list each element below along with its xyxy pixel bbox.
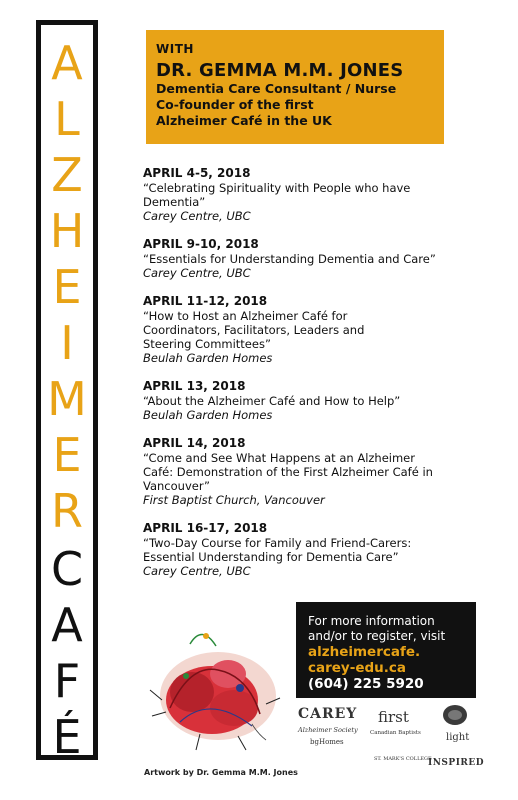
title-letter: F xyxy=(53,654,81,708)
speaker-cofounder-2: Alzheimer Café in the UK xyxy=(156,113,332,128)
sponsor-logos xyxy=(294,704,484,778)
bg-homes-logo: bgHomes xyxy=(310,738,344,746)
info-line-1: For more information xyxy=(308,614,435,628)
title-letter: Z xyxy=(51,148,83,202)
title-letter: M xyxy=(47,372,87,426)
title-letter: A xyxy=(51,36,83,90)
event-location: Beulah Garden Homes xyxy=(143,408,273,422)
light-logo: light xyxy=(446,732,470,743)
event-item xyxy=(143,294,483,365)
event-title: “Two-Day Course for Family and Friend-Carers: xyxy=(143,536,412,550)
website-link-2[interactable]: carey-edu.ca xyxy=(308,660,407,676)
event-date: APRIL 4-5, 2018 xyxy=(143,166,251,180)
event-location: Carey Centre, UBC xyxy=(143,266,251,280)
title-letter: C xyxy=(50,542,84,596)
event-item xyxy=(143,237,483,280)
event-date: APRIL 14, 2018 xyxy=(143,436,246,450)
canadian-baptists-logo: Canadian Baptists xyxy=(370,730,421,736)
event-title: Vancouver” xyxy=(143,479,211,493)
event-item xyxy=(143,166,483,223)
event-title: Coordinators, Facilitators, Leaders and xyxy=(143,323,365,337)
first-baptist-logo: first xyxy=(378,708,409,726)
artwork-image xyxy=(140,604,290,756)
event-title: “Come and See What Happens at an Alzheimer xyxy=(143,451,415,465)
event-title: “How to Host an Alzheimer Café for xyxy=(143,309,348,323)
event-title: “Essentials for Understanding Dementia and Care” xyxy=(143,252,436,266)
event-item xyxy=(143,436,483,507)
with-label: WITH xyxy=(156,42,194,56)
contact-box xyxy=(296,602,476,698)
inspired-logo: INSPIRED xyxy=(428,758,485,768)
event-date: APRIL 13, 2018 xyxy=(143,379,246,393)
event-location: Beulah Garden Homes xyxy=(143,351,273,365)
speaker-name: DR. GEMMA M.M. JONES xyxy=(156,60,404,81)
event-list xyxy=(143,166,483,592)
event-title: “About the Alzheimer Café and How to Help” xyxy=(143,394,401,408)
event-item xyxy=(143,521,483,578)
title-letter: A xyxy=(51,598,83,652)
event-title: Dementia” xyxy=(143,195,206,209)
event-title: Steering Committees” xyxy=(143,337,271,351)
event-item xyxy=(143,379,483,422)
event-location: Carey Centre, UBC xyxy=(143,564,251,578)
artwork-drawing xyxy=(150,633,280,750)
event-title: “Celebrating Spirituality with People who have xyxy=(143,181,411,195)
title-letter: L xyxy=(54,92,80,146)
phone-number: (604) 225 5920 xyxy=(308,676,424,692)
st-marks-logo: ST. MARK'S COLLEGE xyxy=(374,756,432,762)
title-letter: H xyxy=(49,204,85,258)
event-title: Essential Understanding for Dementia Care” xyxy=(143,550,399,564)
title-letter: E xyxy=(52,428,82,482)
artwork-caption: Artwork by Dr. Gemma M.M. Jones xyxy=(144,768,298,777)
event-location: Carey Centre, UBC xyxy=(143,209,251,223)
event-date: APRIL 16-17, 2018 xyxy=(143,521,268,535)
event-location: First Baptist Church, Vancouver xyxy=(143,493,325,507)
event-date: APRIL 9-10, 2018 xyxy=(143,237,259,251)
event-date: APRIL 11-12, 2018 xyxy=(143,294,268,308)
website-link-1[interactable]: alzheimercafe. xyxy=(308,644,421,660)
alzheimer-society-logo: Alzheimer Society xyxy=(298,726,358,734)
event-title: Café: Demonstration of the First Alzheimer Café in xyxy=(143,465,433,479)
speaker-cofounder-1: Co-founder of the first xyxy=(156,97,314,112)
title-letter: E xyxy=(52,260,82,314)
seal-icon xyxy=(442,704,468,726)
carey-logo: CAREY xyxy=(298,706,358,722)
title-letter: É xyxy=(52,710,82,764)
title-letter: I xyxy=(60,316,74,370)
speaker-role: Dementia Care Consultant / Nurse xyxy=(156,81,397,96)
speaker-banner xyxy=(146,30,444,144)
info-line-2: and/or to register, visit xyxy=(308,629,446,643)
title-letter: R xyxy=(51,484,83,538)
